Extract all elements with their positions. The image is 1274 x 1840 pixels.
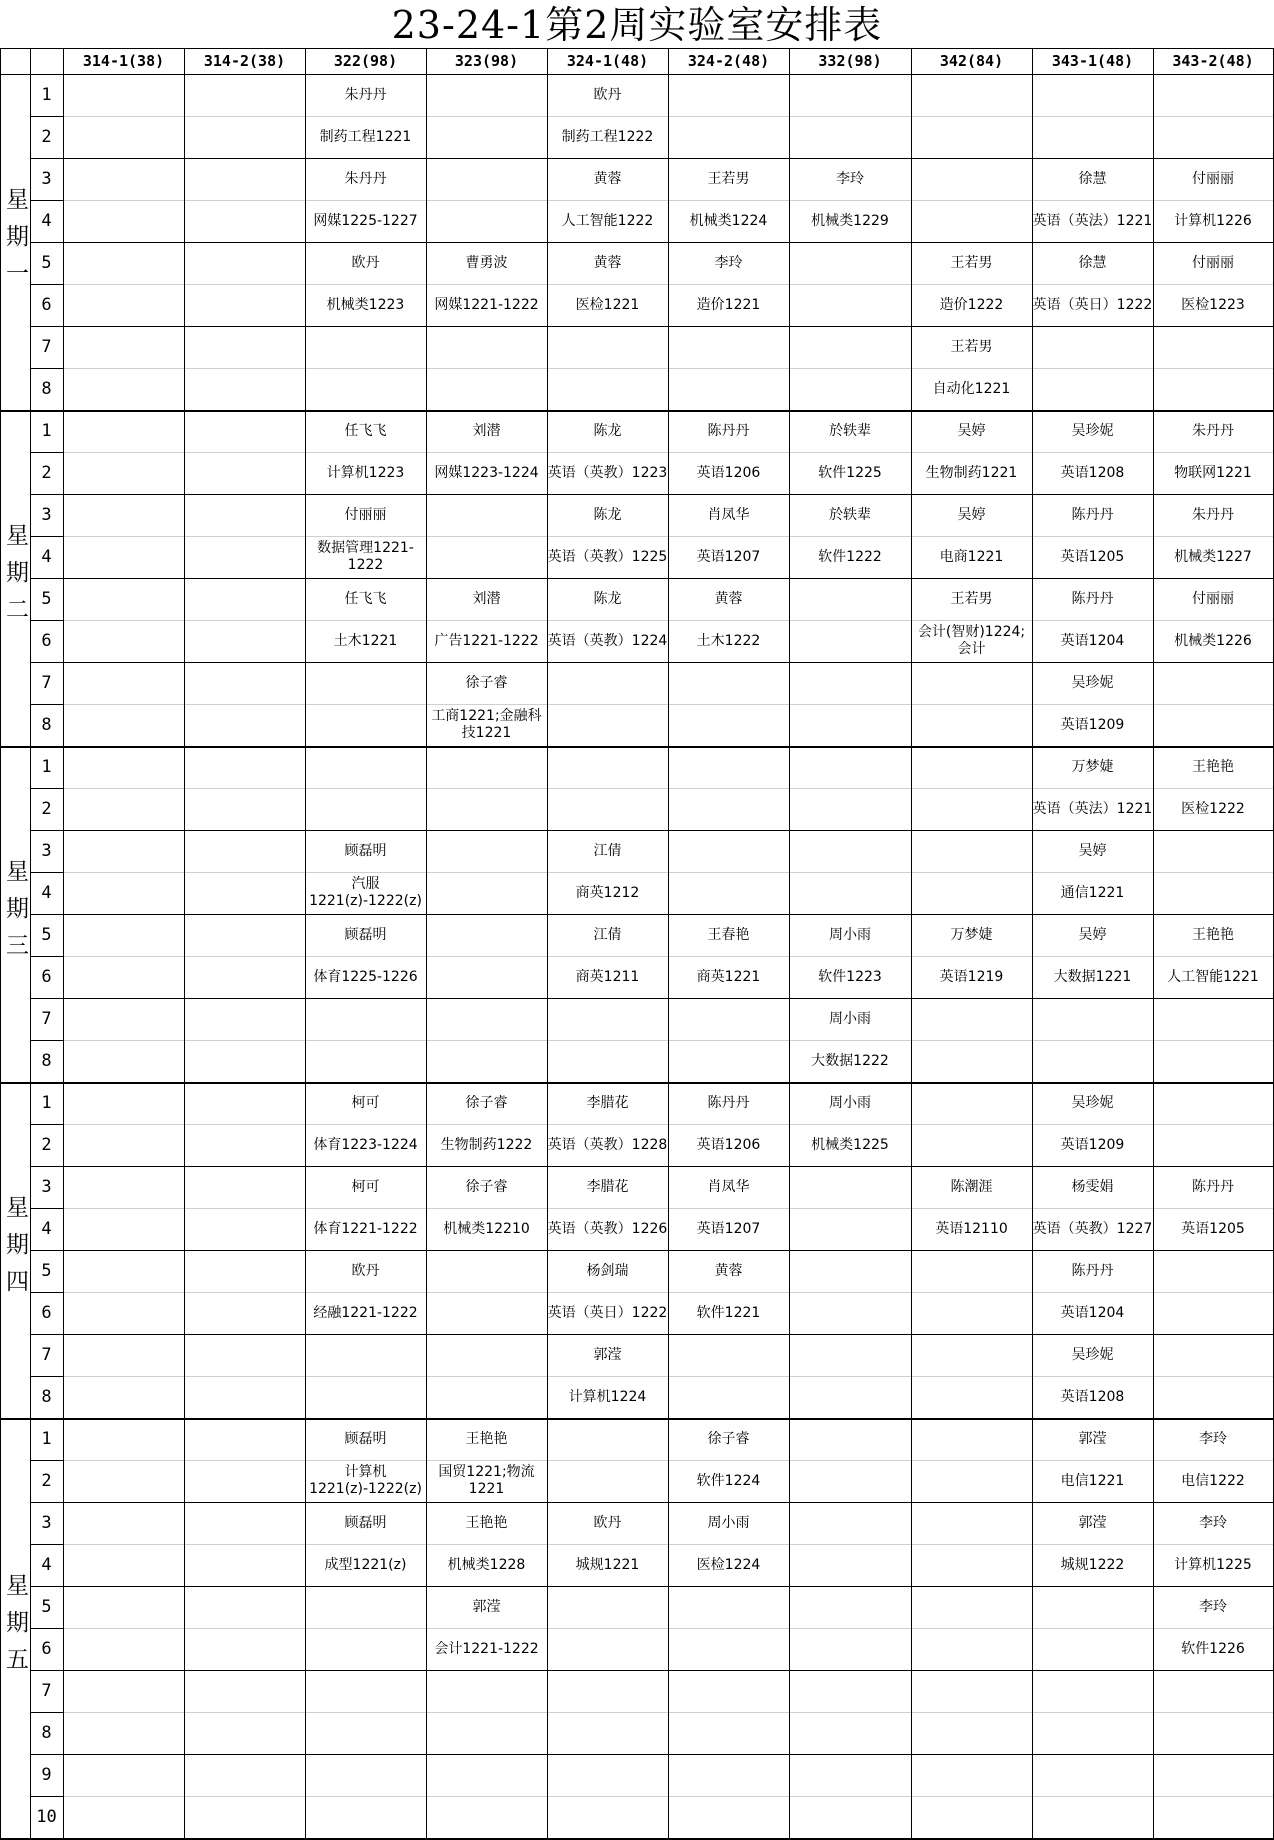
grid-line bbox=[30, 1376, 63, 1377]
teacher-name: 黄蓉 bbox=[593, 254, 622, 271]
teacher-name: 於轶辈 bbox=[829, 506, 871, 523]
teacher-name: 李玲 bbox=[1199, 1514, 1227, 1531]
grid-line bbox=[30, 48, 31, 1838]
teacher-name: 吴婷 bbox=[957, 506, 986, 523]
class-name: 软件1226 bbox=[1181, 1640, 1245, 1657]
class-name: 电信1221 bbox=[1060, 1472, 1125, 1489]
teacher-name: 吴珍妮 bbox=[1071, 422, 1114, 439]
class-name: 体育1221-1222 bbox=[313, 1220, 418, 1237]
teacher-name: 肖凤华 bbox=[707, 1178, 750, 1195]
class-name: 城规1222 bbox=[1060, 1556, 1125, 1573]
grid-line bbox=[30, 116, 63, 117]
grid-line bbox=[30, 704, 63, 705]
grid-line bbox=[911, 48, 912, 1838]
class-name: 英语（英教）1224 bbox=[547, 632, 668, 649]
teacher-name: 万梦婕 bbox=[1071, 758, 1114, 775]
class-name: 医检1223 bbox=[1181, 296, 1245, 313]
class-name: 网媒1225-1227 bbox=[313, 212, 418, 229]
day-label: 星期四 bbox=[2, 1194, 28, 1306]
period-number: 8 bbox=[41, 1722, 52, 1743]
period-number: 8 bbox=[41, 1050, 52, 1071]
class-name: 英语1208 bbox=[1060, 464, 1125, 481]
class-name: 软件1224 bbox=[696, 1472, 761, 1489]
class-name: 经融1221-1222 bbox=[313, 1304, 418, 1321]
class-name: 网媒1223-1224 bbox=[434, 464, 539, 481]
teacher-name: 付丽丽 bbox=[1192, 590, 1234, 607]
class-name: 英语12110 bbox=[935, 1220, 1008, 1237]
class-name: 计算机1226 bbox=[1174, 212, 1252, 229]
teacher-name: 李玲 bbox=[1199, 1430, 1227, 1447]
class-name: 城规1221 bbox=[575, 1556, 640, 1573]
grid-line bbox=[30, 1040, 63, 1041]
class-name: 计算机1221(z)-1222(z) bbox=[309, 1464, 422, 1497]
teacher-name: 任飞飞 bbox=[344, 422, 387, 439]
period-number: 1 bbox=[41, 1428, 52, 1449]
grid-line bbox=[30, 326, 1273, 327]
class-name: 软件1222 bbox=[818, 548, 882, 565]
grid-line bbox=[426, 48, 427, 1838]
room-header: 343-2(48) bbox=[1172, 52, 1254, 70]
period-number: 6 bbox=[41, 1302, 52, 1323]
teacher-name: 徐子睿 bbox=[707, 1430, 750, 1447]
teacher-name: 吴婷 bbox=[957, 422, 986, 439]
period-number: 9 bbox=[41, 1764, 52, 1785]
class-name: 软件1225 bbox=[818, 464, 882, 481]
class-name: 英语（英教）1223 bbox=[547, 464, 668, 481]
teacher-name: 吴珍妮 bbox=[1071, 674, 1114, 691]
teacher-name: 李玲 bbox=[1199, 1598, 1227, 1615]
teacher-name: 吴珍妮 bbox=[1071, 1094, 1114, 1111]
grid-line bbox=[30, 1796, 63, 1797]
class-name: 生物制药1222 bbox=[440, 1136, 533, 1153]
class-name: 英语1204 bbox=[1060, 632, 1125, 649]
grid-line bbox=[30, 788, 63, 789]
period-number: 8 bbox=[41, 378, 52, 399]
teacher-name: 吴珍妮 bbox=[1071, 1346, 1114, 1363]
class-name: 大数据1221 bbox=[1053, 968, 1132, 985]
teacher-name: 付丽丽 bbox=[1192, 254, 1234, 271]
class-name: 计算机1224 bbox=[568, 1388, 647, 1405]
grid-line bbox=[668, 48, 669, 1838]
room-header: 332(98) bbox=[818, 52, 882, 70]
grid-line bbox=[30, 536, 63, 537]
room-header: 322(98) bbox=[333, 52, 398, 70]
class-name: 人工智能1222 bbox=[561, 212, 654, 229]
class-name: 英语1207 bbox=[696, 1220, 761, 1237]
class-name: 会计1221-1222 bbox=[434, 1640, 539, 1657]
class-name: 工商1221;金融科技1221 bbox=[431, 708, 542, 741]
period-number: 5 bbox=[41, 252, 52, 273]
period-number: 3 bbox=[41, 1176, 52, 1197]
grid-line bbox=[30, 1712, 63, 1713]
teacher-name: 黄蓉 bbox=[593, 170, 622, 187]
class-name: 英语1206 bbox=[696, 1136, 761, 1153]
teacher-name: 王春艳 bbox=[707, 926, 750, 943]
grid-line bbox=[30, 1292, 63, 1293]
teacher-name: 朱丹丹 bbox=[344, 86, 387, 103]
teacher-name: 柯可 bbox=[351, 1178, 380, 1195]
period-number: 6 bbox=[41, 630, 52, 651]
teacher-name: 郭滢 bbox=[472, 1598, 501, 1615]
teacher-name: 顾磊明 bbox=[344, 842, 387, 859]
class-name: 土木1221 bbox=[333, 632, 398, 649]
teacher-name: 欧丹 bbox=[351, 1262, 380, 1279]
class-name: 英语（英教）1225 bbox=[547, 548, 668, 565]
class-name: 英语1205 bbox=[1181, 1220, 1245, 1237]
teacher-name: 徐慧 bbox=[1078, 254, 1107, 271]
period-number: 4 bbox=[41, 882, 52, 903]
class-name: 网媒1221-1222 bbox=[434, 296, 539, 313]
class-name: 物联网1221 bbox=[1174, 464, 1252, 481]
period-number: 3 bbox=[41, 1512, 52, 1533]
class-name: 软件1221 bbox=[696, 1304, 761, 1321]
teacher-name: 陈丹丹 bbox=[1071, 506, 1114, 523]
teacher-name: 曹勇波 bbox=[465, 254, 508, 271]
day-label: 星期三 bbox=[2, 858, 28, 970]
grid-line bbox=[30, 1586, 1273, 1587]
grid-line bbox=[0, 1082, 1273, 1084]
period-number: 7 bbox=[41, 1344, 52, 1365]
teacher-name: 徐子睿 bbox=[465, 1094, 508, 1111]
teacher-name: 杨雯娟 bbox=[1071, 1178, 1114, 1195]
teacher-name: 周小雨 bbox=[829, 926, 871, 943]
class-name: 成型1221(z) bbox=[324, 1556, 407, 1573]
grid-line bbox=[30, 1124, 63, 1125]
teacher-name: 周小雨 bbox=[707, 1514, 750, 1531]
grid-line bbox=[30, 1208, 63, 1209]
class-name: 制药工程1221 bbox=[319, 128, 412, 145]
room-header: 323(98) bbox=[454, 52, 519, 70]
class-name: 土木1222 bbox=[696, 632, 761, 649]
period-number: 6 bbox=[41, 966, 52, 987]
teacher-name: 任飞飞 bbox=[344, 590, 387, 607]
teacher-name: 朱丹丹 bbox=[1192, 506, 1234, 523]
period-number: 4 bbox=[41, 1554, 52, 1575]
day-label: 星期一 bbox=[2, 186, 28, 298]
teacher-name: 李玲 bbox=[714, 254, 743, 271]
day-label: 星期五 bbox=[2, 1572, 28, 1684]
teacher-name: 陈丹丹 bbox=[1071, 1262, 1114, 1279]
class-name: 自动化1221 bbox=[932, 380, 1011, 397]
grid-line bbox=[0, 410, 1273, 412]
grid-line bbox=[30, 368, 63, 369]
teacher-name: 万梦婕 bbox=[950, 926, 993, 943]
teacher-name: 顾磊明 bbox=[344, 926, 387, 943]
class-name: 机械类1227 bbox=[1174, 548, 1252, 565]
teacher-name: 黄蓉 bbox=[714, 1262, 743, 1279]
class-name: 英语1209 bbox=[1060, 716, 1125, 733]
teacher-name: 顾磊明 bbox=[344, 1430, 387, 1447]
teacher-name: 周小雨 bbox=[829, 1094, 871, 1111]
teacher-name: 陈龙 bbox=[593, 422, 622, 439]
class-name: 商英1221 bbox=[696, 968, 761, 985]
class-name: 机械类1224 bbox=[689, 212, 768, 229]
class-name: 英语1204 bbox=[1060, 1304, 1125, 1321]
period-number: 3 bbox=[41, 504, 52, 525]
teacher-name: 刘潜 bbox=[472, 590, 501, 607]
period-number: 2 bbox=[41, 126, 52, 147]
grid-line bbox=[0, 48, 1274, 49]
grid-line bbox=[30, 1460, 63, 1461]
room-header: 324-2(48) bbox=[687, 52, 770, 70]
class-name: 机械类1225 bbox=[811, 1136, 889, 1153]
grid-line bbox=[63, 48, 64, 1838]
grid-line bbox=[0, 746, 1273, 748]
teacher-name: 陈丹丹 bbox=[707, 1094, 750, 1111]
class-name: 英语（英法）1221 bbox=[1032, 212, 1153, 229]
class-name: 医检1221 bbox=[575, 296, 640, 313]
grid-line bbox=[0, 1418, 1273, 1420]
grid-line bbox=[30, 1544, 63, 1545]
class-name: 计算机1225 bbox=[1174, 1556, 1252, 1573]
class-name: 广告1221-1222 bbox=[434, 632, 539, 649]
grid-line bbox=[30, 200, 63, 201]
class-name: 制药工程1222 bbox=[561, 128, 654, 145]
period-number: 2 bbox=[41, 798, 52, 819]
teacher-name: 欧丹 bbox=[593, 86, 622, 103]
grid-line bbox=[30, 1670, 1273, 1671]
teacher-name: 欧丹 bbox=[593, 1514, 622, 1531]
grid-line bbox=[30, 452, 63, 453]
class-name: 英语1205 bbox=[1060, 548, 1125, 565]
period-number: 2 bbox=[41, 462, 52, 483]
grid-line bbox=[184, 48, 185, 1838]
room-header: 314-2(38) bbox=[203, 52, 286, 70]
period-number: 6 bbox=[41, 1638, 52, 1659]
teacher-name: 陈丹丹 bbox=[1192, 1178, 1234, 1195]
class-name: 商英1211 bbox=[575, 968, 640, 985]
period-number: 2 bbox=[41, 1134, 52, 1155]
class-name: 汽服1221(z)-1222(z) bbox=[309, 876, 422, 909]
grid-line bbox=[305, 48, 306, 1838]
teacher-name: 王若男 bbox=[950, 590, 993, 607]
class-name: 人工智能1221 bbox=[1167, 968, 1259, 985]
teacher-name: 李玲 bbox=[836, 170, 864, 187]
period-number: 3 bbox=[41, 840, 52, 861]
class-name: 生物制药1221 bbox=[925, 464, 1018, 481]
grid-line bbox=[30, 998, 1273, 999]
teacher-name: 郭滢 bbox=[1078, 1430, 1107, 1447]
room-header: 314-1(38) bbox=[82, 52, 165, 70]
teacher-name: 江倩 bbox=[593, 842, 622, 859]
class-name: 国贸1221;物流1221 bbox=[438, 1464, 535, 1497]
period-number: 5 bbox=[41, 588, 52, 609]
page-title: 23-24-1第2周实验室安排表 bbox=[391, 3, 883, 47]
period-number: 7 bbox=[41, 672, 52, 693]
teacher-name: 杨剑瑞 bbox=[586, 1262, 629, 1279]
teacher-name: 肖凤华 bbox=[707, 506, 750, 523]
teacher-name: 王艳艳 bbox=[465, 1430, 508, 1447]
period-number: 1 bbox=[41, 1092, 52, 1113]
teacher-name: 李腊花 bbox=[586, 1178, 629, 1195]
period-number: 7 bbox=[41, 1008, 52, 1029]
period-number: 1 bbox=[41, 84, 52, 105]
period-number: 2 bbox=[41, 1470, 52, 1491]
class-name: 医检1224 bbox=[696, 1556, 761, 1573]
class-name: 造价1221 bbox=[696, 296, 761, 313]
teacher-name: 陈龙 bbox=[593, 506, 622, 523]
grid-line bbox=[789, 48, 790, 1838]
period-number: 8 bbox=[41, 714, 52, 735]
class-name: 英语1207 bbox=[696, 548, 761, 565]
teacher-name: 徐子睿 bbox=[465, 1178, 508, 1195]
teacher-name: 黄蓉 bbox=[714, 590, 743, 607]
room-header: 342(84) bbox=[939, 52, 1004, 70]
teacher-name: 徐子睿 bbox=[465, 674, 508, 691]
room-header: 343-1(48) bbox=[1051, 52, 1134, 70]
class-name: 电信1222 bbox=[1181, 1472, 1245, 1489]
class-name: 英语1206 bbox=[696, 464, 761, 481]
teacher-name: 徐慧 bbox=[1078, 170, 1107, 187]
grid-line bbox=[547, 48, 548, 1838]
period-number: 6 bbox=[41, 294, 52, 315]
grid-line bbox=[30, 284, 63, 285]
teacher-name: 陈丹丹 bbox=[1071, 590, 1114, 607]
teacher-name: 顾磊明 bbox=[344, 1514, 387, 1531]
class-name: 机械类1223 bbox=[326, 296, 405, 313]
class-name: 机械类12210 bbox=[443, 1220, 530, 1237]
class-name: 英语（英法）1221 bbox=[1032, 800, 1153, 817]
period-number: 5 bbox=[41, 1596, 52, 1617]
grid-line bbox=[1032, 48, 1033, 1838]
class-name: 英语1219 bbox=[939, 968, 1004, 985]
teacher-name: 江倩 bbox=[593, 926, 622, 943]
class-name: 英语（英教）1227 bbox=[1032, 1220, 1153, 1237]
teacher-name: 刘潜 bbox=[472, 422, 501, 439]
class-name: 通信1221 bbox=[1060, 884, 1125, 901]
period-number: 7 bbox=[41, 336, 52, 357]
teacher-name: 周小雨 bbox=[829, 1010, 871, 1027]
teacher-name: 王若男 bbox=[707, 170, 750, 187]
class-name: 英语（英日）1222 bbox=[1032, 296, 1153, 313]
grid-line bbox=[0, 48, 1, 1838]
class-name: 计算机1223 bbox=[326, 464, 405, 481]
teacher-name: 陈潮涯 bbox=[950, 1178, 993, 1195]
class-name: 电商1221 bbox=[939, 548, 1004, 565]
period-number: 10 bbox=[36, 1806, 57, 1827]
class-name: 机械类1229 bbox=[811, 212, 889, 229]
teacher-name: 王艳艳 bbox=[465, 1514, 508, 1531]
class-name: 会计(智财)1224;会计 bbox=[917, 624, 1026, 657]
day-label: 星期二 bbox=[2, 522, 28, 634]
grid-line bbox=[30, 1754, 1273, 1755]
teacher-name: 王艳艳 bbox=[1192, 926, 1234, 943]
grid-line bbox=[30, 872, 63, 873]
teacher-name: 陈丹丹 bbox=[707, 422, 750, 439]
teacher-name: 王若男 bbox=[950, 254, 993, 271]
teacher-name: 王若男 bbox=[950, 338, 993, 355]
room-header: 324-1(48) bbox=[566, 52, 649, 70]
teacher-name: 付丽丽 bbox=[344, 506, 387, 523]
class-name: 英语1209 bbox=[1060, 1136, 1125, 1153]
teacher-name: 吴婷 bbox=[1078, 926, 1107, 943]
class-name: 商英1212 bbox=[575, 884, 640, 901]
grid-line bbox=[1153, 48, 1154, 1838]
period-number: 5 bbox=[41, 924, 52, 945]
teacher-name: 李腊花 bbox=[586, 1094, 629, 1111]
class-name: 数据管理1221-1222 bbox=[317, 540, 414, 573]
class-name: 英语1208 bbox=[1060, 1388, 1125, 1405]
period-number: 7 bbox=[41, 1680, 52, 1701]
class-name: 医检1222 bbox=[1181, 800, 1245, 817]
class-name: 大数据1222 bbox=[811, 1052, 889, 1069]
class-name: 英语（英日）1222 bbox=[547, 1304, 668, 1321]
teacher-name: 於轶辈 bbox=[829, 422, 871, 439]
teacher-name: 朱丹丹 bbox=[1192, 422, 1234, 439]
teacher-name: 吴婷 bbox=[1078, 842, 1107, 859]
period-number: 3 bbox=[41, 168, 52, 189]
class-name: 体育1223-1224 bbox=[313, 1136, 418, 1153]
period-number: 4 bbox=[41, 546, 52, 567]
teacher-name: 陈龙 bbox=[593, 590, 622, 607]
class-name: 软件1223 bbox=[818, 968, 882, 985]
grid-line bbox=[30, 620, 63, 621]
period-number: 1 bbox=[41, 756, 52, 777]
grid-line bbox=[30, 956, 63, 957]
class-name: 体育1225-1226 bbox=[313, 968, 418, 985]
period-number: 1 bbox=[41, 420, 52, 441]
teacher-name: 郭滢 bbox=[593, 1346, 622, 1363]
class-name: 机械类1226 bbox=[1174, 632, 1252, 649]
class-name: 造价1222 bbox=[939, 296, 1004, 313]
teacher-name: 付丽丽 bbox=[1192, 170, 1234, 187]
class-name: 机械类1228 bbox=[447, 1556, 526, 1573]
grid-line bbox=[30, 1628, 63, 1629]
period-number: 8 bbox=[41, 1386, 52, 1407]
teacher-name: 欧丹 bbox=[351, 254, 380, 271]
teacher-name: 柯可 bbox=[351, 1094, 380, 1111]
period-number: 4 bbox=[41, 210, 52, 231]
grid-line bbox=[0, 74, 1274, 75]
teacher-name: 朱丹丹 bbox=[344, 170, 387, 187]
period-number: 4 bbox=[41, 1218, 52, 1239]
teacher-name: 郭滢 bbox=[1078, 1514, 1107, 1531]
class-name: 英语（英教）1228 bbox=[547, 1136, 668, 1153]
period-number: 5 bbox=[41, 1260, 52, 1281]
class-name: 英语（英教）1226 bbox=[547, 1220, 668, 1237]
teacher-name: 王艳艳 bbox=[1192, 758, 1234, 775]
